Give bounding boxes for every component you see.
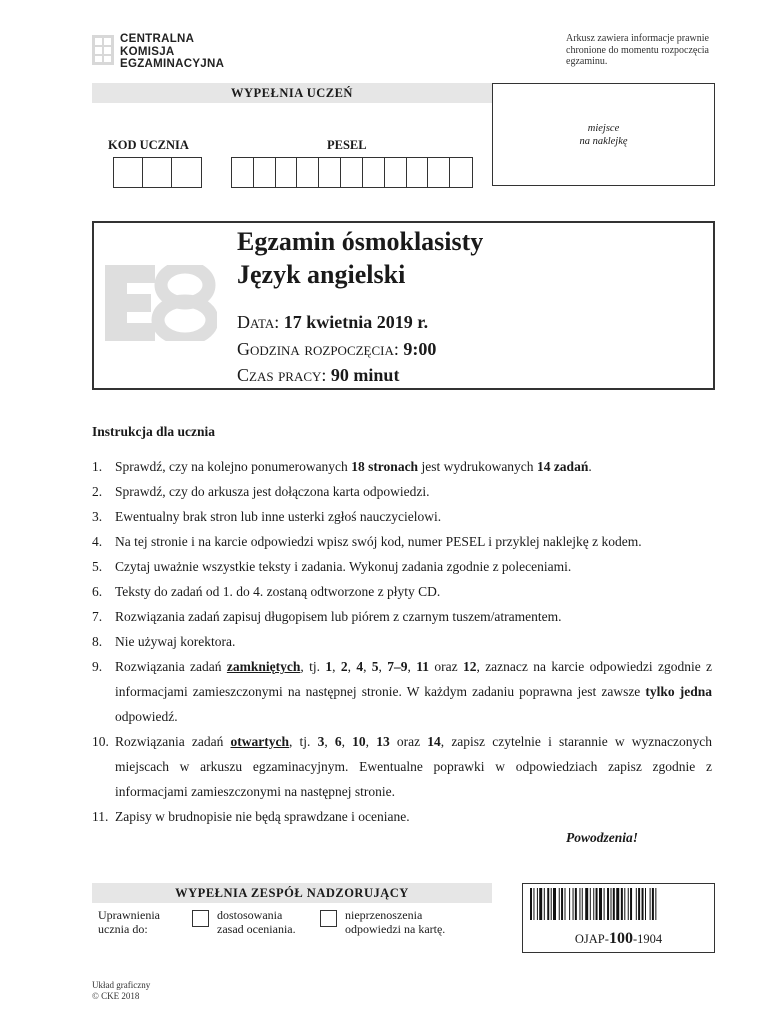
exam-code (522, 930, 715, 948)
instruction-item (92, 729, 712, 804)
pesel-cell[interactable] (254, 158, 276, 187)
good-luck-text: Powodzenia! (566, 830, 639, 845)
barcode-icon (530, 888, 706, 920)
instruction-text: 4 (356, 659, 364, 674)
code-cell[interactable] (114, 158, 143, 187)
instruction-number: 3. (92, 509, 103, 524)
instruction-text: Teksty do zadań od 1. do 4. zostaną odtworzone z płyty CD. (115, 584, 441, 599)
pesel-label: PESEL (327, 138, 367, 152)
instruction-text: , (365, 734, 377, 749)
instruction-item (92, 579, 712, 604)
code-cell[interactable] (143, 158, 172, 187)
instruction-text: 2 (340, 659, 348, 674)
instruction-text: 14 zadań (536, 459, 589, 474)
instruction-item (92, 554, 712, 579)
instruction-text: 14 (427, 734, 441, 749)
instruction-text: Nie używaj korektora. (115, 634, 236, 649)
instruction-text: zamkniętych (226, 659, 301, 674)
instruction-number: 2. (92, 484, 103, 499)
logo-line: CENTRALNA (120, 33, 195, 45)
student-code-field[interactable] (113, 157, 202, 188)
instruction-text: 1 (325, 659, 333, 674)
instruction-number: 7. (92, 609, 103, 624)
instruction-text: jest wydrukowanych (418, 459, 537, 474)
cke-logo-icon (92, 35, 114, 65)
rights-label-line: Uprawnienia (98, 908, 160, 922)
no-transfer-label (345, 908, 445, 936)
pesel-cell[interactable] (319, 158, 341, 187)
instruction-text: odpowiedź. (115, 709, 178, 724)
exam-code-prefix: OJAP- (574, 932, 609, 946)
instruction-text: 18 stronach (351, 459, 419, 474)
pesel-field[interactable] (231, 157, 473, 188)
code-cell[interactable] (172, 158, 201, 187)
student-section-title: WYPEŁNIA UCZEŃ (92, 83, 492, 103)
supervisors-section-title: WYPEŁNIA ZESPÓŁ NADZORUJĄCY (92, 883, 492, 903)
instruction-item (92, 654, 712, 729)
instruction-text: , (332, 659, 341, 674)
pesel-cell[interactable] (450, 158, 472, 187)
instruction-text: Sprawdź, czy do arkusza jest dołączona karta odpowiedzi. (115, 484, 430, 499)
instruction-text: Rozwiązania zadań (115, 734, 231, 749)
pesel-cell[interactable] (276, 158, 298, 187)
instruction-text: 13 (376, 734, 390, 749)
instruction-item (92, 629, 712, 654)
instruction-text: Zapisy w brudnopisie nie będą sprawdzane i oceniane. (115, 809, 410, 824)
no-transfer-label-line: nieprzenoszenia (345, 908, 423, 922)
pesel-cell[interactable] (341, 158, 363, 187)
instruction-text: , (378, 659, 388, 674)
footer-line: Układ graficzny (92, 980, 151, 990)
exam-title-line1: Egzamin ósmoklasisty (237, 227, 484, 256)
no-transfer-label-line: odpowiedzi na kartę. (345, 922, 446, 936)
exam-code-number: 100 (608, 930, 633, 947)
adaptation-label-line: dostosowania (217, 908, 283, 922)
instruction-text: 11 (416, 659, 430, 674)
instruction-number: 9. (92, 659, 103, 674)
instruction-text: 3 (317, 734, 325, 749)
exam-duration (237, 364, 399, 386)
adaptation-label (217, 908, 296, 936)
footer-line: © CKE 2018 (92, 991, 140, 1001)
instruction-text: otwartych (230, 734, 289, 749)
instruction-number: 5. (92, 559, 103, 574)
pesel-cell[interactable] (428, 158, 450, 187)
instruction-text: , (324, 734, 335, 749)
instruction-item (92, 504, 712, 529)
instruction-item (92, 454, 712, 479)
no-transfer-checkbox[interactable] (320, 910, 337, 927)
instruction-text: Na tej stronie i na karcie odpowiedzi wpisz swój kod, numer PESEL i przyklej naklejkę z kodem. (115, 534, 642, 549)
e8-logo-icon (105, 265, 217, 341)
instruction-text: tylko jedna (645, 684, 713, 699)
instruction-text: Rozwiązania zadań zapisuj długopisem lub piórem z czarnym tuszem/atramentem. (115, 609, 562, 624)
logo-line: EGZAMINACYJNA (120, 58, 225, 70)
instruction-number: 1. (92, 459, 103, 474)
instruction-text: , tj. (289, 734, 318, 749)
instruction-item (92, 804, 712, 829)
pesel-cell[interactable] (385, 158, 407, 187)
instruction-text: oraz (389, 734, 428, 749)
date-label: Data: (237, 312, 280, 332)
date-value: 17 kwietnia 2019 r. (283, 312, 429, 332)
instruction-text: Czytaj uważnie wszystkie teksty i zadania. Wykonuj zadania zgodnie z poleceniami. (115, 559, 572, 574)
pesel-cell[interactable] (407, 158, 429, 187)
duration-value: 90 minut (330, 365, 400, 385)
instruction-text: 12 (462, 659, 477, 674)
exam-date (237, 311, 428, 333)
footer-credit (92, 980, 150, 1002)
instruction-text: Rozwiązania zadań (115, 659, 227, 674)
instruction-text: 10 (352, 734, 366, 749)
instruction-text: , tj. (300, 659, 326, 674)
instruction-text: 5 (371, 659, 379, 674)
rights-label (98, 908, 160, 936)
student-code-label: KOD UCZNIA (108, 138, 189, 152)
exam-start-time (237, 338, 436, 360)
instruction-text: , (363, 659, 372, 674)
sticker-label-line: na naklejkę (579, 135, 628, 147)
start-label: Godzina rozpoczęcia: (237, 339, 399, 359)
instruction-number: 6. (92, 584, 103, 599)
instruction-number: 8. (92, 634, 103, 649)
instructions-list (92, 454, 712, 829)
exam-title (237, 225, 483, 291)
instruction-text: , (347, 659, 357, 674)
instructions-heading: Instrukcja dla ucznia (92, 424, 216, 439)
instruction-text: , (341, 734, 353, 749)
instruction-number: 11. (92, 809, 109, 824)
sticker-label-line: miejsce (587, 123, 620, 134)
instruction-text: Ewentualny brak stron lub inne usterki zgłoś nauczycielowi. (115, 509, 442, 524)
instruction-text: , zaznacz na karcie odpowiedzi zgodnie z informacjami zamieszczonymi na następnej stronie. W każdym zadaniu poprawna jest zawsze (115, 659, 713, 699)
instruction-item (92, 529, 712, 554)
instruction-number: 4. (92, 534, 103, 549)
duration-label: Czas pracy: (237, 365, 327, 385)
sticker-label (492, 123, 715, 148)
start-value: 9:00 (403, 339, 437, 359)
instruction-item (92, 479, 712, 504)
adaptation-checkbox[interactable] (192, 910, 209, 927)
instruction-number: 10. (92, 734, 109, 749)
cke-logo-text (120, 33, 224, 71)
instruction-text: , (407, 659, 417, 674)
legal-note: Arkusz zawiera informacje prawnie chronione do momentu rozpoczęcia egzaminu. (566, 33, 709, 67)
rights-label-line: ucznia do: (98, 922, 148, 936)
pesel-cell[interactable] (363, 158, 385, 187)
exam-title-line2: Język angielski (237, 260, 406, 289)
logo-line: KOMISJA (120, 45, 175, 58)
instruction-text: Sprawdź, czy na kolejno ponumerowanych (115, 459, 352, 474)
pesel-cell[interactable] (297, 158, 319, 187)
instruction-text: . (588, 459, 592, 474)
adaptation-label-line: zasad oceniania. (217, 922, 296, 936)
instruction-text: 6 (334, 734, 342, 749)
instruction-text: oraz (429, 659, 463, 674)
instruction-text: 7–9 (387, 659, 408, 674)
pesel-cell[interactable] (232, 158, 254, 187)
instruction-text: , zapisz czytelnie i starannie w wyznaczonych miejscach w arkuszu egzaminacyjnym. Ewentualne poprawki w odpowiedziach zapisz zgodnie z informacjami zamieszczonymi na następnej stronie. (115, 734, 713, 799)
exam-code-suffix: -1904 (632, 932, 663, 946)
instruction-item (92, 604, 712, 629)
